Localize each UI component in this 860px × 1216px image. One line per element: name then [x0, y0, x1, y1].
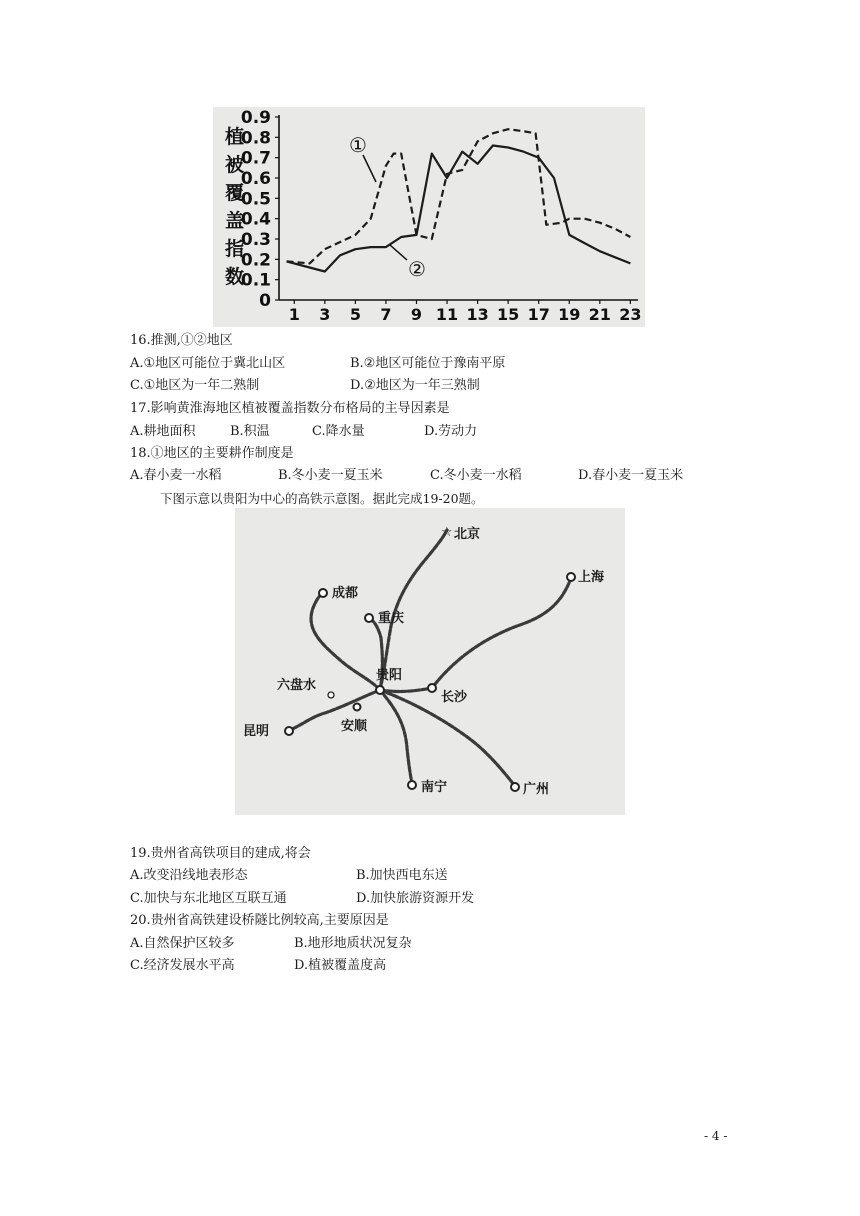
x-tick-label: 11: [435, 305, 459, 324]
y-tick-label: 0.6: [240, 169, 271, 189]
y-tick-label: 0.1: [240, 270, 271, 291]
city-liupanshui: 六盘水: [277, 678, 317, 693]
x-tick-label: 13: [466, 305, 489, 324]
q18-option-a[interactable]: A.春小麦一水稻: [130, 468, 222, 483]
q18-stem: 18.①地区的主要耕作制度是: [130, 446, 294, 461]
q19-stem: 19.贵州省高铁项目的建成,将会: [130, 846, 311, 861]
rail-line-beijing: [380, 530, 447, 690]
q16-option-b[interactable]: B.②地区可能位于豫南平原: [350, 356, 506, 371]
x-tick-label: 23: [619, 305, 642, 324]
q20-option-a[interactable]: A.自然保护区较多: [130, 936, 235, 951]
station-chengdu: [319, 589, 327, 597]
q16-option-a[interactable]: A.①地区可能位于冀北山区: [130, 356, 286, 371]
y-tick-label: 0: [259, 291, 271, 311]
rail-map-svg: [235, 508, 625, 815]
q17-stem: 17.影响黄淮海地区植被覆盖指数分布格局的主导因素是: [130, 401, 450, 416]
q18-option-b[interactable]: B.冬小麦一夏玉米: [278, 468, 383, 483]
station-anshun: [354, 704, 361, 711]
x-tick-label: 21: [588, 305, 611, 324]
svg-text:数: 数: [225, 266, 245, 288]
rail-line-nanning: [380, 690, 412, 784]
city-shanghai: 上海: [578, 570, 605, 585]
station-liupanshui: [328, 692, 334, 698]
star-beijing-icon: ☆: [441, 525, 453, 540]
city-nanning: 南宁: [421, 780, 448, 795]
series-line-2: [287, 146, 631, 272]
q18-option-d[interactable]: D.春小麦一夏玉米: [578, 468, 684, 483]
station-kunming: [285, 727, 293, 735]
station-shanghai: [567, 573, 575, 581]
y-tick-label: 0.3: [240, 230, 271, 250]
q17-option-d[interactable]: D.劳动力: [424, 424, 478, 439]
y-tick-label: 0.5: [240, 189, 271, 210]
city-guiyang: 贵阳: [376, 668, 403, 683]
svg-text:植: 植: [225, 126, 245, 148]
chart-svg: [213, 107, 645, 327]
x-tick-label: 19: [558, 305, 581, 324]
x-tick-label: 1: [288, 305, 300, 324]
series-label-2: ②: [408, 257, 426, 281]
x-tick-label: 15: [497, 305, 520, 324]
q20-option-b[interactable]: B.地形地质状况复杂: [294, 936, 412, 951]
q19-option-d[interactable]: D.加快旅游资源开发: [356, 891, 475, 906]
y-tick-label: 0.7: [240, 148, 271, 169]
series-label-1: ①: [349, 133, 367, 157]
series-label-1-pointer: [363, 155, 376, 182]
q20-option-c[interactable]: C.经济发展水平高: [130, 958, 235, 973]
q19-option-c[interactable]: C.加快与东北地区互联互通: [130, 891, 287, 906]
series-line-1: [287, 129, 631, 263]
y-tick-label: 0.4: [240, 209, 271, 230]
station-guiyang: [376, 686, 384, 694]
station-nanning: [408, 781, 416, 789]
city-guangzhou: 广州: [523, 782, 550, 797]
q17-option-a[interactable]: A.耕地面积: [130, 424, 196, 439]
rail-line-chengdu: [311, 593, 380, 690]
svg-text:覆: 覆: [225, 182, 245, 204]
q17-option-c[interactable]: C.降水量: [312, 424, 365, 439]
city-kunming: 昆明: [243, 724, 270, 739]
svg-text:盖: 盖: [225, 210, 245, 232]
x-tick-label: 3: [319, 305, 331, 324]
svg-text:被: 被: [225, 154, 245, 176]
y-tick-label: 0.8: [240, 128, 271, 149]
x-tick-label: 7: [380, 305, 392, 324]
x-tick-label: 5: [349, 305, 361, 324]
city-beijing: 北京: [454, 527, 481, 542]
station-chongqing: [365, 614, 373, 622]
station-guangzhou: [511, 783, 519, 791]
q16-stem: 16.推测,①②地区: [130, 333, 233, 348]
q19-option-a[interactable]: A.改变沿线地表形态: [130, 868, 248, 883]
q20-option-d[interactable]: D.植被覆盖度高: [294, 958, 387, 973]
city-chongqing: 重庆: [378, 611, 405, 626]
page-number: - 4 -: [704, 1129, 728, 1143]
x-tick-label: 17: [527, 305, 550, 324]
city-changsha: 长沙: [441, 690, 468, 705]
series-label-2-pointer: [390, 245, 407, 260]
svg-text:指: 指: [225, 238, 245, 260]
vegetation-index-chart: [213, 107, 645, 327]
city-chengdu: 成都: [332, 586, 359, 601]
rail-line-shanghai: [380, 578, 571, 691]
y-tick-label: 0.9: [240, 108, 271, 128]
q18-option-c[interactable]: C.冬小麦一水稻: [430, 468, 522, 483]
city-anshun: 安顺: [341, 719, 368, 734]
q16-option-c[interactable]: C.①地区为一年二熟制: [130, 378, 260, 393]
x-tick-label: 9: [410, 305, 423, 324]
rail-map: [235, 508, 625, 815]
q16-option-d[interactable]: D.②地区为一年三熟制: [350, 378, 480, 393]
q19-option-b[interactable]: B.加快西电东送: [356, 868, 448, 883]
q20-stem: 20.贵州省高铁建设桥隧比例较高,主要原因是: [130, 913, 389, 928]
q17-option-b[interactable]: B.积温: [230, 424, 270, 439]
map-intro: 下图示意以贵阳为中心的高铁示意图。据此完成19-20题。: [160, 491, 484, 506]
station-changsha: [428, 684, 436, 692]
y-tick-label: 0.2: [240, 250, 271, 271]
